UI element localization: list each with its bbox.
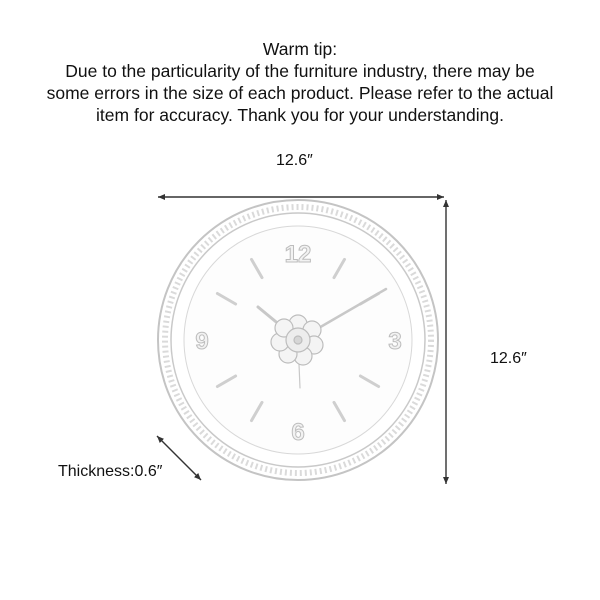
- thickness-label: Thickness:0.6″: [58, 463, 163, 480]
- numeral-6: 6: [291, 419, 305, 446]
- warm-tip-line-2: some errors in the size of each product. Please refer to the actual: [46, 83, 554, 103]
- warm-tip-heading: Warm tip:: [262, 39, 338, 59]
- width-label: 12.6″: [276, 152, 313, 169]
- numeral-9: 9: [195, 328, 209, 355]
- numeral-12: 12: [284, 241, 312, 268]
- warm-tip-line-3: item for accuracy. Thank you for your understanding.: [96, 105, 504, 125]
- warm-tip-line-1: Due to the particularity of the furniture industry, there may be: [65, 61, 535, 81]
- numeral-3: 3: [388, 328, 402, 355]
- thickness-arrow: [157, 436, 201, 480]
- height-label: 12.6″: [490, 350, 527, 367]
